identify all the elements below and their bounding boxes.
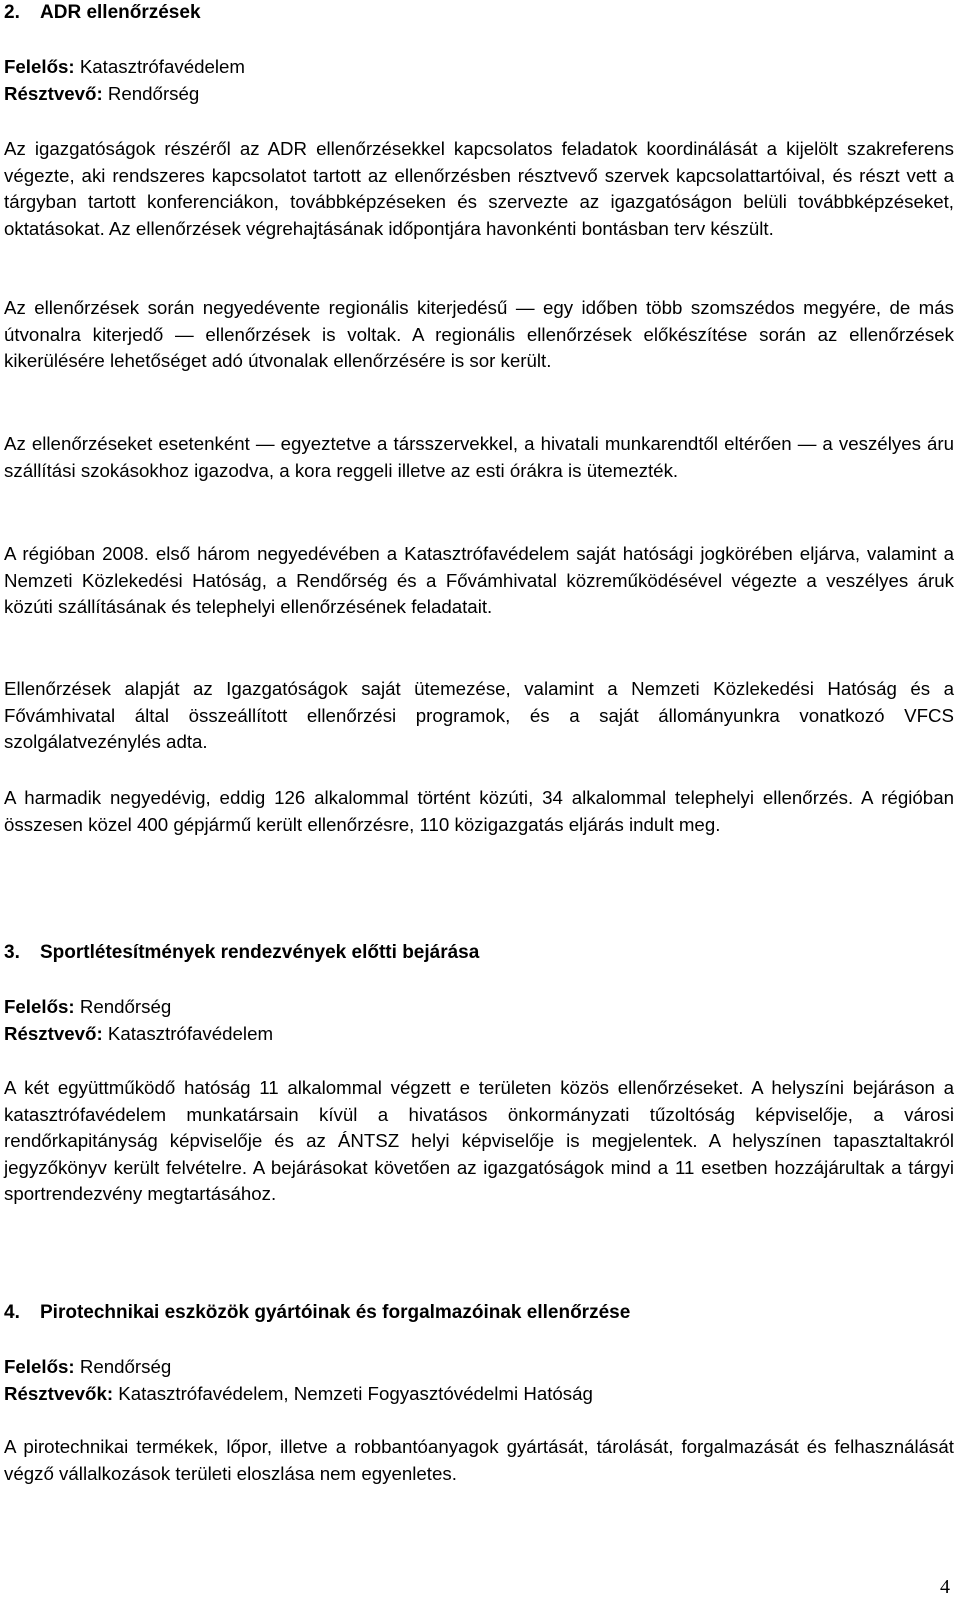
section-2-title: ADR ellenőrzések	[40, 2, 201, 23]
participant-label: Résztvevő:	[4, 1022, 103, 1044]
section-2-roles	[4, 54, 954, 107]
responsible-line	[4, 54, 954, 81]
section-2-paragraph-4	[4, 541, 954, 621]
section-3-roles	[4, 994, 954, 1047]
section-2-paragraph-1	[4, 136, 954, 242]
section-2-heading	[4, 0, 201, 27]
page-number: 4	[940, 1575, 950, 1598]
participant-value: Katasztrófavédelem	[107, 1022, 274, 1044]
responsible-line	[4, 1354, 954, 1381]
paragraph: Az igazgatóságok részéről az ADR ellenőrzésekkel kapcsolatos feladatok koordinálását a kijelölt szakreferens végezte, aki rendszeres kapcsolatot tartott az ellenőrzésben résztvevő szervek kapcsolattartóival, és részt vett a tárgyban tartott konferenciákon, továbbképzéseken és szervezte az igazgatóságon belüli továbbképzéseket, oktatásokat. Az ellenőrzések végrehajtásának időpontjára havonkénti bontásban terv készült.	[4, 138, 954, 239]
paragraph: A két együttműködő hatóság 11 alkalommal végzett e területen közös ellenőrzéseket. A helyszíni bejáráson a katasztrófavédelem munkatársain kívül a hivatásos önkormányzati tűzoltóság képviselője, a városi rendőrkapitányság képviselője és az ÁNTSZ helyi képviselője is megjelentek. A helyszínen tapasztaltakról jegyzőkönyv került felvételre. A bejárásokat követően az igazgatóságok mind a 11 esetben hozzájárultak a tárgyi sportrendezvény megtartásához.	[4, 1077, 954, 1204]
participant-line	[4, 81, 954, 108]
section-4-number: 4.	[4, 1302, 20, 1323]
paragraph: Az ellenőrzések során negyedévente regionális kiterjedésű — egy időben több szomszédos megyére, de más útvonalra kiterjedő — ellenőrzések is voltak. A regionális ellenőrzések előkészítése során az ellenőrzések kikerülésére lehetőséget adó útvonalak ellenőrzésére is sor került.	[4, 297, 954, 371]
paragraph: A régióban 2008. első három negyedévében a Katasztrófavédelem saját hatósági jogkörében eljárva, valamint a Nemzeti Közlekedési Hatóság, a Rendőrség és a Fővámhivatal közreműködésével végezte a veszélyes áruk közúti szállításának és telephelyi ellenőrzésének feladatait.	[4, 543, 954, 617]
section-2-paragraph-6	[4, 785, 954, 838]
section-3-paragraph-1	[4, 1075, 954, 1208]
participant-value: Rendőrség	[107, 82, 200, 104]
section-4-title: Pirotechnikai eszközök gyártóinak és forgalmazóinak ellenőrzése	[40, 1302, 631, 1323]
paragraph: Ellenőrzések alapját az Igazgatóságok saját ütemezése, valamint a Nemzeti Közlekedési Hatóság és a Fővámhivatal által összeállított ellenőrzési programok, és a saját állományunkra vonatkozó VFCS szolgálatvezénylés adta.	[4, 678, 954, 752]
section-2-paragraph-5	[4, 676, 954, 756]
participant-line	[4, 1021, 954, 1048]
participant-label: Résztvevők:	[4, 1382, 114, 1404]
paragraph: Az ellenőrzéseket esetenként — egyeztetve a társszervekkel, a hivatali munkarendtől eltérően — a veszélyes áru szállítási szokásokhoz igazodva, a kora reggeli illetve az esti órákra is ütemezték.	[4, 433, 954, 481]
participant-line	[4, 1381, 954, 1408]
responsible-value: Katasztrófavédelem	[79, 56, 245, 77]
participant-label: Résztvevő:	[4, 82, 103, 104]
paragraph: A pirotechnikai termékek, lőpor, illetve a robbantóanyagok gyártását, tárolását, forgalmazását és felhasználását végző vállalkozások területi eloszlása nem egyenletes.	[4, 1436, 954, 1484]
section-3-number: 3.	[4, 942, 20, 963]
section-3-heading	[4, 940, 479, 967]
responsible-value: Rendőrség	[79, 1356, 172, 1377]
responsible-value: Rendőrség	[79, 996, 172, 1017]
section-2-paragraph-2	[4, 295, 954, 375]
paragraph: A harmadik negyedévig, eddig 126 alkalommal történt közúti, 34 alkalommal telephelyi ellenőrzés. A régióban összesen közel 400 gépjármű került ellenőrzésre, 110 közigazgatás eljárás indult meg.	[4, 787, 954, 835]
responsible-label: Felelős:	[4, 1356, 75, 1377]
section-2-paragraph-3	[4, 431, 954, 484]
participant-value: Katasztrófavédelem, Nemzeti Fogyasztóvédelmi Hatóság	[118, 1382, 593, 1404]
responsible-line	[4, 994, 954, 1021]
section-3-title: Sportlétesítmények rendezvények előtti bejárása	[40, 942, 480, 963]
section-4-roles	[4, 1354, 954, 1407]
responsible-label: Felelős:	[4, 996, 75, 1017]
section-2-number: 2.	[4, 2, 20, 23]
responsible-label: Felelős:	[4, 56, 75, 77]
section-4-paragraph-1	[4, 1434, 954, 1487]
section-4-heading	[4, 1300, 630, 1327]
